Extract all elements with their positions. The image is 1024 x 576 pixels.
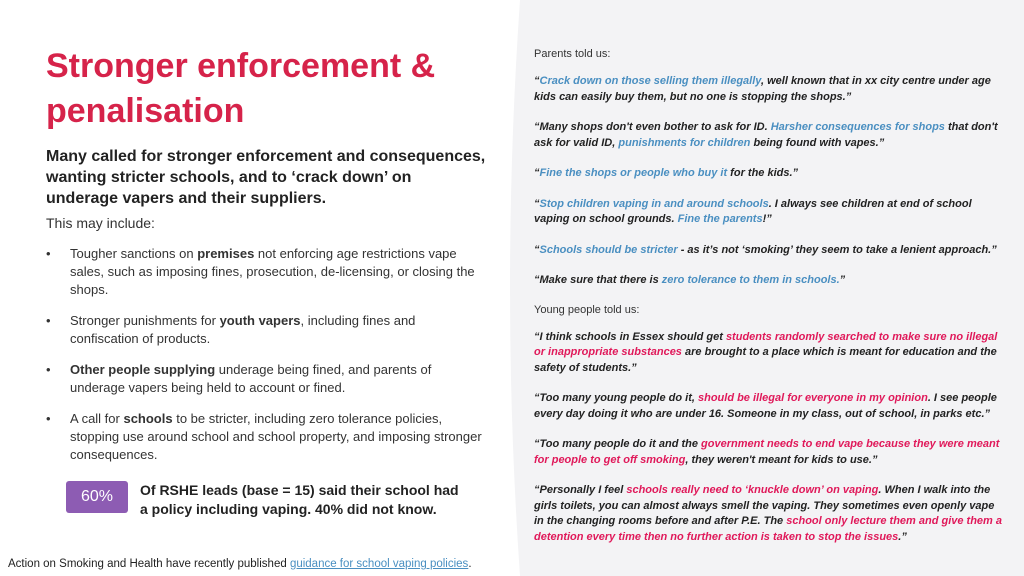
bullet-item: • Tougher sanctions on premises not enforcing age restrictions vape sales, such as imposing fines, prosecution, de-licensing, or closing the shops. [46, 246, 475, 297]
bullet-item: • Stronger punishments for youth vapers, including fines and confiscation of products. [46, 313, 416, 346]
quote: “Schools should be stricter - as it’s not ‘smoking’ they seem to take a lenient approach.” [534, 243, 997, 256]
quote: “Stop children vaping in and around schools. I always see children at end of school vaping on school grounds. Fine the parents!” [534, 197, 972, 225]
subtitle: Many called for stronger enforcement and consequences, wanting stricter schools, and to ‘crack down’ on underage vapers and their suppliers. [46, 148, 486, 207]
bullet-item: • Other people supplying underage being fined, and parents of underage vapers being held to account or fined. [46, 362, 432, 395]
footer-note: Action on Smoking and Health have recently published guidance for school vaping policies. [8, 558, 472, 570]
quote: “Too many young people do it, should be illegal for everyone in my opinion. I see people every day doing it who are under 16. Someone in my class, out of school, in parks etc.” [534, 392, 997, 420]
quote: “Fine the shops or people who buy it for the kids.” [534, 167, 799, 179]
stat-badge: 60% [66, 481, 128, 513]
bullet-dot-icon: • [46, 411, 51, 426]
quote: “Make sure that there is zero tolerance to them in schools.” [534, 274, 846, 286]
young-quotes [534, 330, 1004, 546]
bullet-dot-icon: • [46, 246, 51, 261]
quotes-column [534, 48, 1004, 560]
stat-text: Of RSHE leads (base = 15) said their school had a policy including vaping. 40% did not know. [140, 482, 459, 517]
quote: “I think schools in Essex should get students randomly searched to make sure no illegal or inappropriate substances are brought to a place which is meant for education and the safety of students.” [534, 330, 998, 374]
bullet-list [46, 245, 486, 464]
young-people-label: Young people told us: [534, 303, 640, 316]
intro-text: This may include: [46, 215, 155, 231]
bullet-dot-icon: • [46, 313, 51, 328]
quote: “Too many people do it and the government needs to end vape because they were meant for people to get off smoking, they weren't meant for kids to use.” [534, 438, 1000, 466]
quote: “Personally I feel schools really need to ‘knuckle down’ on vaping. When I walk into the girls toilets, you can almost always smell the vaping. They sometimes even openly vape in the changing rooms before and after P.E. The school only lecture them and give them a detention every time then no further action is taken to stop the issues.” [534, 484, 1003, 543]
left-column [46, 44, 486, 477]
quote: “Crack down on those selling them illegally, well known that in xx city centre under age kids can easily buy them, but no one is stopping the shops.” [534, 75, 991, 103]
quote: “Many shops don't even bother to ask for ID. Harsher consequences for shops that don't ask for valid ID, punishments for children being found with vapes.” [534, 121, 998, 149]
parents-label: Parents told us: [534, 48, 611, 60]
stat-callout [66, 481, 470, 519]
bullet-dot-icon: • [46, 362, 51, 377]
bullet-item: • A call for schools to be stricter, including zero tolerance policies, stopping use around school and school property, and imposing stronger consequences. [46, 411, 482, 462]
guidance-link[interactable]: guidance for school vaping policies [289, 558, 469, 570]
page-title: Stronger enforcement & penalisation [46, 47, 436, 130]
parent-quotes [534, 74, 1004, 289]
